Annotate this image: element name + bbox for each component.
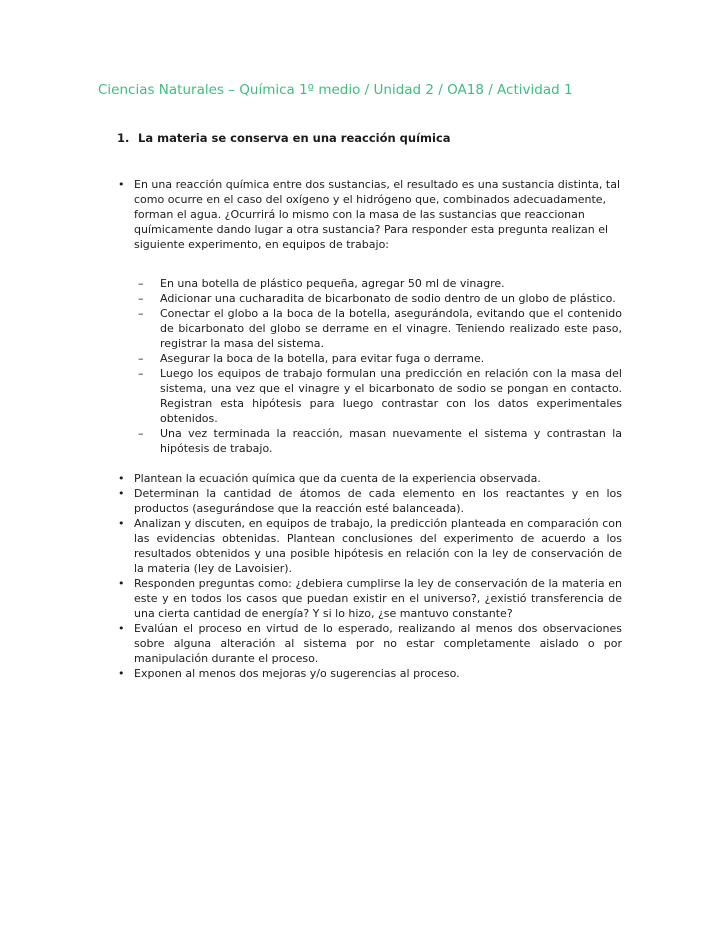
activity-bullet xyxy=(98,471,622,486)
intro-list-item xyxy=(98,177,622,252)
bullet-icon: • xyxy=(118,577,125,590)
experiment-step xyxy=(98,426,622,456)
dash-icon: – xyxy=(138,367,144,380)
dash-icon: – xyxy=(138,307,144,320)
step-text: En una botella de plástico pequeña, agregar 50 ml de vinagre. xyxy=(160,277,505,290)
step-text: Luego los equipos de trabajo formulan una predicción en relación con la masa del sistema, una vez que el vinagre y el bicarbonato de sodio se pongan en contacto. Registran esta hipótesis para luego contrastar con los datos experimentales obtenidos. xyxy=(160,367,622,425)
step-text: Asegurar la boca de la botella, para evitar fuga o derrame. xyxy=(160,352,485,365)
bullet-icon: • xyxy=(118,622,125,635)
bullet-icon: • xyxy=(118,472,125,485)
section-title: La materia se conserva en una reacción química xyxy=(138,131,451,145)
experiment-steps-list xyxy=(98,276,622,456)
experiment-step xyxy=(98,366,622,426)
bullet-icon: • xyxy=(118,487,125,500)
activity-bullets-list xyxy=(98,471,622,681)
activity-bullet xyxy=(98,486,622,516)
document-title: Ciencias Naturales – Química 1º medio / Unidad 2 / OA18 / Actividad 1 xyxy=(98,82,573,98)
dash-icon: – xyxy=(138,277,144,290)
bullet-icon: • xyxy=(118,178,125,191)
activity-bullet xyxy=(98,576,622,621)
bullet-text: Exponen al menos dos mejoras y/o sugerencias al proceso. xyxy=(134,667,460,680)
experiment-step xyxy=(98,306,622,351)
activity-bullet xyxy=(98,621,622,666)
dash-icon: – xyxy=(138,427,144,440)
step-text: Una vez terminada la reacción, masan nuevamente el sistema y contrastan la hipótesis de trabajo. xyxy=(160,427,622,455)
bullet-text: Evalúan el proceso en virtud de lo esperado, realizando al menos dos observaciones sobre alguna alteración al sistema por no estar completamente aislado o por manipulación durante el proceso. xyxy=(134,622,622,665)
bullet-text: Responden preguntas como: ¿debiera cumplirse la ley de conservación de la materia en este y en todos los casos que puedan existir en el universo?, ¿existió transferencia de una cierta cantidad de energía? Y si lo hizo, ¿se mantuvo constante? xyxy=(134,577,622,620)
bullet-icon: • xyxy=(118,667,125,680)
step-text: Conectar el globo a la boca de la botella, asegurándola, evitando que el contenido de bicarbonato del globo se derrame en el vinagre. Teniendo realizado este paso, registrar la masa del sistema. xyxy=(160,307,622,350)
intro-text: En una reacción química entre dos sustancias, el resultado es una sustancia distinta, tal como ocurre en el caso del oxígeno y el hidrógeno que, combinados adecuadamente, forman el agua. ¿Ocurrirá lo mismo con la masa de las sustancias que reaccionan químicamente dando lugar a otra sustancia? Para responder esta pregunta realizan el siguiente experimento, en equipos de trabajo: xyxy=(134,178,621,251)
section-heading xyxy=(98,131,622,146)
dash-icon: – xyxy=(138,292,144,305)
section-number: 1. xyxy=(117,131,130,145)
dash-icon: – xyxy=(138,352,144,365)
activity-bullet xyxy=(98,666,622,681)
bullet-text: Determinan la cantidad de átomos de cada elemento en los reactantes y en los productos (asegurándose que la reacción esté balanceada). xyxy=(134,487,622,515)
bullet-text: Analizan y discuten, en equipos de trabajo, la predicción planteada en comparación con las evidencias obtenidas. Plantean conclusiones del experimento de acuerdo a los resultados obtenidos y una posible hipótesis en relación con la ley de conservación de la materia (ley de Lavoisier). xyxy=(134,517,622,575)
experiment-step xyxy=(98,351,622,366)
step-text: Adicionar una cucharadita de bicarbonato de sodio dentro de un globo de plástico. xyxy=(160,292,616,305)
bullet-icon: • xyxy=(118,517,125,530)
activity-bullet xyxy=(98,516,622,576)
experiment-step xyxy=(98,276,622,291)
experiment-step xyxy=(98,291,622,306)
bullet-text: Plantean la ecuación química que da cuenta de la experiencia observada. xyxy=(134,472,541,485)
